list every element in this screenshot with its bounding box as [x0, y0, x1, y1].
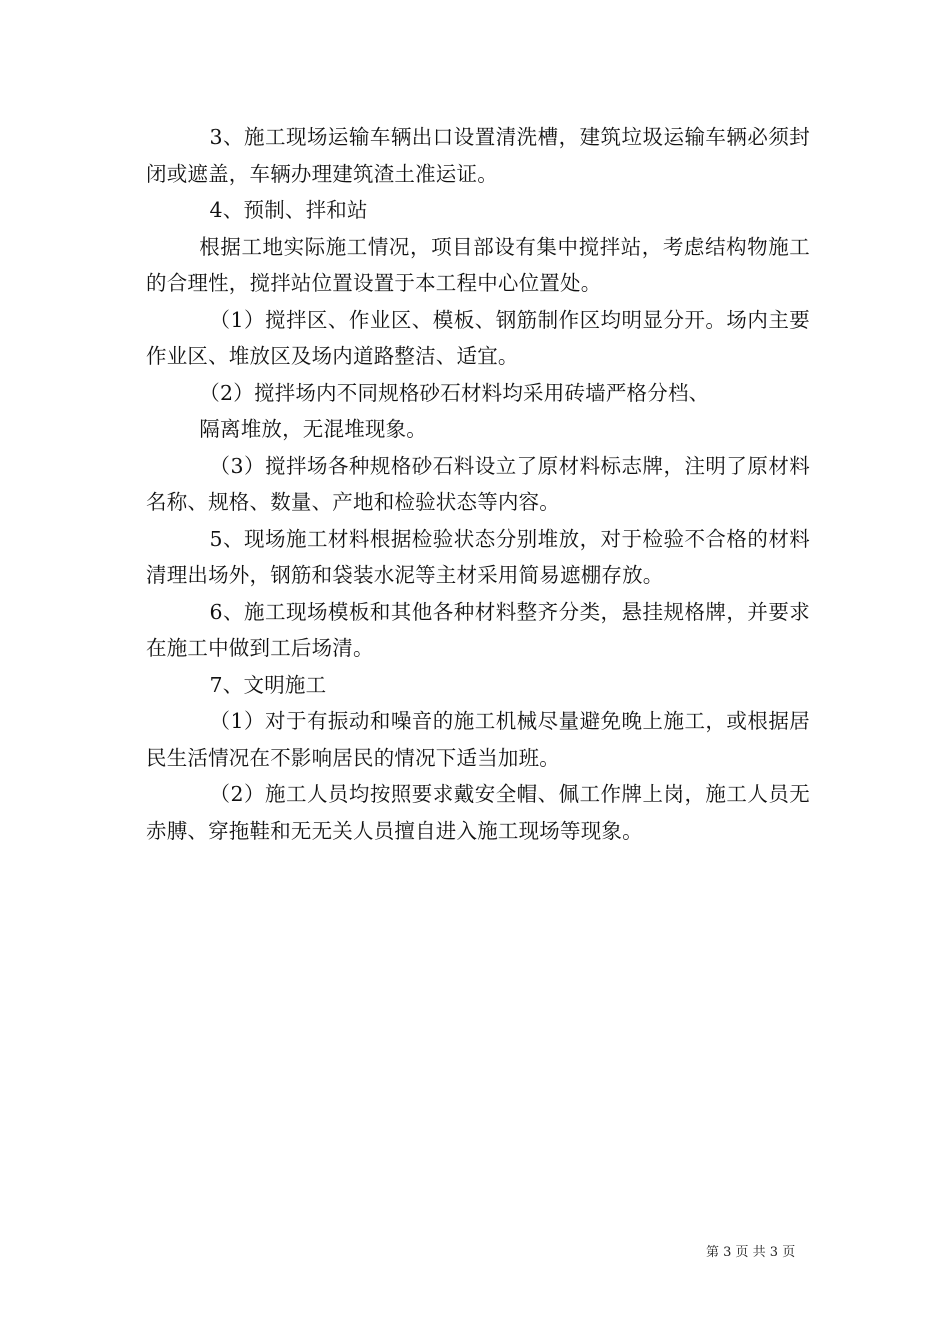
- paragraph-heading-4: 4、预制、拌和站: [209, 198, 368, 222]
- paragraph-item-6: 6、施工现场模板和其他各种材料整齐分类，悬挂规格牌，并要求在施工中做到工后场清。: [146, 599, 810, 660]
- paragraph-item-3: 3、施工现场运输车辆出口设置清洗槽，建筑垃圾运输车辆必须封闭或遮盖，车辆办理建筑渣土准运证。: [146, 125, 810, 186]
- paragraph-heading-7: 7、文明施工: [209, 672, 327, 697]
- paragraph-sub-2-line-1: （2）搅拌场内不同规格砂石材料均采用砖墙严格分档、: [199, 380, 710, 405]
- document-body: [146, 119, 810, 849]
- paragraph-item-5: 5、现场施工材料根据检验状态分别堆放，对于检验不合格的材料清理出场外，钢筋和袋装水泥等主材采用简易遮棚存放。: [146, 526, 810, 587]
- page-number-footer: 第 3 页 共 3 页: [706, 1245, 796, 1260]
- paragraph-civil-2: （2）施工人员均按照要求戴安全帽、佩工作牌上岗，施工人员无赤膊、穿拖鞋和无无关人员擅自进入施工现场等现象。: [146, 782, 810, 843]
- paragraph-batching-plant: 根据工地实际施工情况，项目部设有集中搅拌站，考虑结构物施工的合理性，搅拌站位置设置于本工程中心位置处。: [146, 234, 810, 295]
- paragraph-sub-2-line-2: 隔离堆放，无混堆现象。: [199, 417, 427, 441]
- paragraph-sub-1: （1）搅拌区、作业区、模板、钢筋制作区均明显分开。场内主要作业区、堆放区及场内道路整洁、适宜。: [146, 307, 810, 368]
- paragraph-sub-3: （3）搅拌场各种规格砂石料设立了原材料标志牌，注明了原材料名称、规格、数量、产地和检验状态等内容。: [146, 453, 810, 514]
- paragraph-civil-1: （1）对于有振动和噪音的施工机械尽量避免晚上施工，或根据居民生活情况在不影响居民的情况下适当加班。: [146, 709, 810, 770]
